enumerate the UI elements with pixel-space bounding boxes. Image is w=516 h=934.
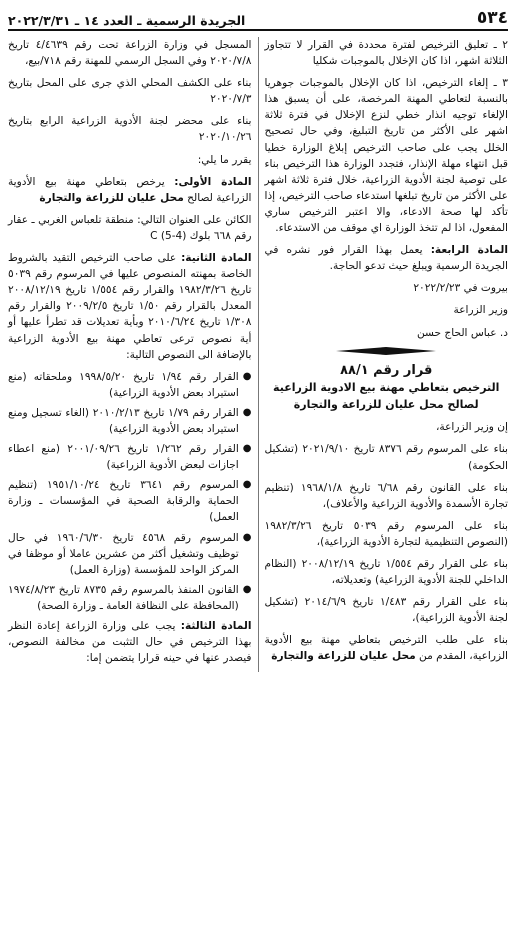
clause-2: ٢ ـ تعليق الترخيص لفترة محددة في القرار لا تتجاوز الثلاثة اشهر، اذا كان الإخلال بالموجبات شكليا	[264, 39, 508, 68]
gazette-issue-title: الجريدة الرسمية ـ العدد ١٤ ـ ٢٠٢٢/٣/٣١	[8, 13, 246, 28]
left-column	[8, 37, 259, 672]
section-separator	[265, 347, 509, 355]
article-3-label: المادة الثالثة:	[180, 620, 252, 632]
list-item-text: القرار رقم ١/٩٤ تاريخ ١٩٩٨/٥/٢٠ وملحقاته (منع استيراد بعض الأدوية الزراعية)	[8, 370, 239, 399]
list-item	[8, 405, 252, 437]
two-column-body	[8, 37, 508, 672]
preamble-2: بناء على القانون رقم ٦/٦٨ تاريخ ١٩٦٨/١/٨ (تنظيم تجارة الأسمدة والأدوية الزراعية والأعلاف)،	[264, 481, 508, 510]
diamond-rule-icon	[336, 347, 436, 355]
list-item-text: المرسوم رقم ٤٥٦٨ تاريخ ١٩٦٠/٦/٣٠ في حال توظيف وتشغيل أكثر من عشرين عاملا أو موظفا في المركز الواحد للمؤسسة (وزارة العمل)	[8, 531, 239, 576]
article-1	[8, 174, 252, 206]
preamble-6-text: بناء على طلب الترخيص بتعاطي مهنة بيع الأدوية الزراعية، المقدم من	[264, 634, 508, 663]
article-3-text: يجب على وزارة الزراعة إعادة النظر بهذا الترخيص في حال التثبت من مخالفة النصوص، فيصدر عنها في حينه قرارا يتضمن إما:	[8, 620, 252, 665]
decision-number: قرار رقم ٨٨/١	[340, 362, 433, 378]
applicant-name: محل عليان للزراعة والتجارة	[271, 650, 416, 663]
list-item-text: القانون المنفذ بالمرسوم رقم ٨٧٣٥ تاريخ ١٩٧٤/٨/٢٣ (المحافظة على النظافة العامة ـ وزارة الصحة)	[8, 583, 239, 612]
preamble-6	[265, 632, 509, 664]
minister-intro: إن وزير الزراعة،	[436, 421, 508, 434]
article-1-text: يرخص بتعاطي مهنة بيع الأدوية الزراعية لصالح	[8, 175, 252, 204]
list-item	[8, 441, 252, 473]
signature-name: د. عباس الحاج حسن	[416, 326, 508, 339]
article-2-text: على صاحب الترخيص التقيد بالشروط الخاصة بمهنته المنصوص عليها في المرسوم رقم ٥٠٣٩ تاريخ ١٩٨٢/٣/٢٦ والقرار رقم ١/٥٥٤ تاريخ ٢٠٠٨/١٢/١٩ المعدل بالقرار رقم ١/٥٠ تاريخ ٢٠٠٩/٢/٥ والقرار رقم ١/٣٠٨ تاريخ ٢٠١٠/٦/٢٤ وبأية تعديلات قد تطرأ عليها أو أية نصوص ترعى تعاطي مهنة بيع الأدوية الزراعية بالإضافة الى النصوص التالية:	[8, 252, 252, 361]
article-4	[265, 242, 509, 274]
page-header	[8, 6, 508, 31]
article-4-label: المادة الرابعة:	[430, 244, 508, 257]
article-2	[8, 250, 252, 363]
bullet-icon: ●	[242, 443, 252, 455]
decision-title: الترخيص بتعاطي مهنة بيع الادوية الزراعية لصالح محل عليان للزراعة والتجارة	[273, 381, 500, 411]
list-item-text: القرار رقم ١/٧٩ تاريخ ٢٠١٠/٢/١٣ (الغاء تسجيل ومنع استيراد بعض الأدوية الزراعية)	[8, 406, 239, 435]
right-column	[259, 37, 509, 672]
committee-minutes-text: بناء على محضر لجنة الأدوية الزراعية الرابع بتاريخ ٢٠٢٠/١٠/٢٦	[8, 115, 252, 144]
shop-address: الكائن على العنوان التالي: منطقة تلعباس الغربي ـ عقار رقم ٦٦٨ بلوك C (5-4)	[8, 213, 252, 242]
decision-heading	[265, 361, 509, 414]
bullet-icon: ●	[242, 406, 252, 418]
signature-title: وزير الزراعة	[453, 304, 508, 317]
inspection-text: بناء على الكشف المحلي الذي جرى على المحل بتاريخ ٢٠٢٠/٧/٣	[8, 77, 252, 106]
list-item	[8, 369, 252, 401]
bullet-icon: ●	[242, 531, 252, 543]
list-item	[8, 477, 252, 525]
article-4-text: يعمل بهذا القرار فور نشره في الجريدة الرسمية ويبلغ حيث تدعو الحاجة.	[264, 244, 508, 273]
signature-place-date: بيروت في ٢٠٢٢/٢/٢٣	[413, 282, 508, 295]
article-3	[8, 618, 252, 666]
bullet-icon: ●	[242, 479, 252, 491]
list-item-text: القرار رقم ١/٢٦٢ تاريخ ٢٠٠١/٠٩/٢٦ (منع اعطاء اجازات لبعض الأدوية الزراعية)	[8, 443, 239, 472]
registration-text: المسجل في وزارة الزراعة تحت رقم ٤/٤٦٣٩ تاريخ ٢٠٢٠/٧/٨ وفي السجل الرسمي للمهنة رقم ٧١٨/بيع،	[8, 39, 252, 68]
bullet-icon: ●	[242, 583, 252, 595]
list-item	[8, 530, 252, 578]
decides-heading: يقرر ما يلي:	[197, 153, 252, 166]
article-1-shop: محل عليان للزراعة والتجارة	[39, 191, 184, 204]
preamble-3: بناء على المرسوم رقم ٥٠٣٩ تاريخ ١٩٨٢/٣/٢٦ (النصوص التنظيمية لتجارة الأدوية الزراعية)،	[264, 519, 508, 548]
preamble-1: بناء على المرسوم رقم ٨٣٧٦ تاريخ ٢٠٢١/٩/١٠ (تشكيل الحكومة)	[264, 443, 508, 472]
preamble-4: بناء على القرار رقم ١/٥٥٤ تاريخ ٢٠٠٨/١٢/١٩ (النظام الداخلي للجنة الأدوية الزراعية) وتعديلاته،	[264, 558, 508, 587]
article-1-label: المادة الأولى:	[174, 175, 252, 188]
article-2-label: المادة الثانية:	[181, 252, 252, 265]
list-item	[8, 582, 252, 614]
list-item-text: المرسوم رقم ٣٦٤١ تاريخ ١٩٥١/١٠/٢٤ (تنظيم الحماية والرقابة الصحية في المؤسسات ـ وزارة العمل)	[8, 479, 239, 524]
bullet-icon: ●	[242, 370, 252, 382]
clause-3: ٣ ـ إلغاء الترخيص، اذا كان الإخلال بالموجبات جوهريا بالنسبة لتعاطي المهنة المرخصة، على أن يسبق هذا الإلغاء توجيه انذار خطي لنزع الإخلال في فترة ثلاثة اشهر على الأكثر من تاريخ التبليغ، وفي حال تصحيح الخلل يجب على صاحب الترخيص إبلاغ الوزارة خطيا قبل انتهاء مهلة الإنذار، فتجدد الوزارة هذا الترخيص بناء على توصية لجنة الأدوية الزراعية، خلال فترة ثلاثة اشهر على الأكثر من تاريخ تبلغها استدعاء صاحب الترخيص، إذا تأكد لها صحة الادعاء، والا اعتبر الترخيص ساري المفعول، اذا لم تتخذ الوزارة اي موقف من الاستدعاء.	[264, 77, 508, 235]
preamble-5: بناء على القرار رقم ١/٤٨٣ تاريخ ٢٠١٤/٦/٩ (تشكيل لجنة الأدوية الزراعية)،	[264, 596, 508, 625]
page-number: ٥٣٤	[476, 8, 508, 28]
